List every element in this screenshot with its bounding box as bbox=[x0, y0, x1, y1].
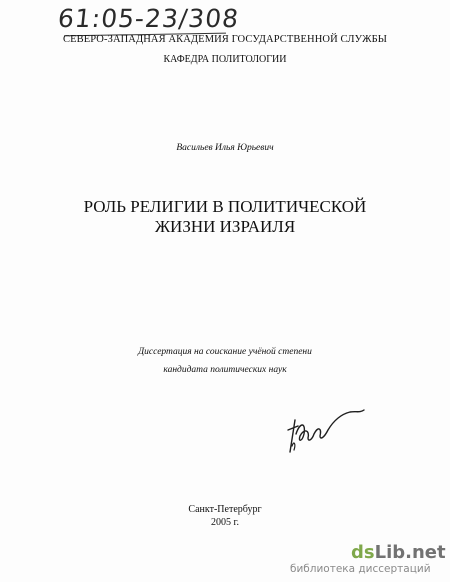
watermark-logo-suffix: Lib.net bbox=[374, 542, 446, 563]
handwritten-archive-code: 61:05-23/308 bbox=[56, 4, 241, 33]
degree-line-2: кандидата политических наук bbox=[163, 365, 287, 375]
degree-line-1: Диссертация на соискание учёной степени bbox=[138, 347, 312, 357]
department-name: КАФЕДРА ПОЛИТОЛОГИИ bbox=[163, 54, 287, 65]
watermark-logo bbox=[351, 542, 446, 563]
year: 2005 г. bbox=[211, 517, 239, 528]
dissertation-title bbox=[0, 197, 450, 237]
city: Санкт-Петербург bbox=[188, 504, 262, 515]
handwritten-signature bbox=[284, 400, 384, 460]
institution-name: СЕВЕРО-ЗАПАДНАЯ АКАДЕМИЯ ГОСУДАРСТВЕННОЙ СЛУЖБЫ bbox=[63, 34, 387, 45]
watermark-caption: библиотека диссертаций bbox=[290, 563, 431, 575]
author-name: Васильев Илья Юрьевич bbox=[176, 143, 274, 153]
title-line-2: ЖИЗНИ ИЗРАИЛЯ bbox=[154, 217, 296, 236]
watermark-logo-prefix: ds bbox=[351, 542, 375, 563]
title-line-1: РОЛЬ РЕЛИГИИ В ПОЛИТИЧЕСКОЙ bbox=[83, 197, 367, 216]
